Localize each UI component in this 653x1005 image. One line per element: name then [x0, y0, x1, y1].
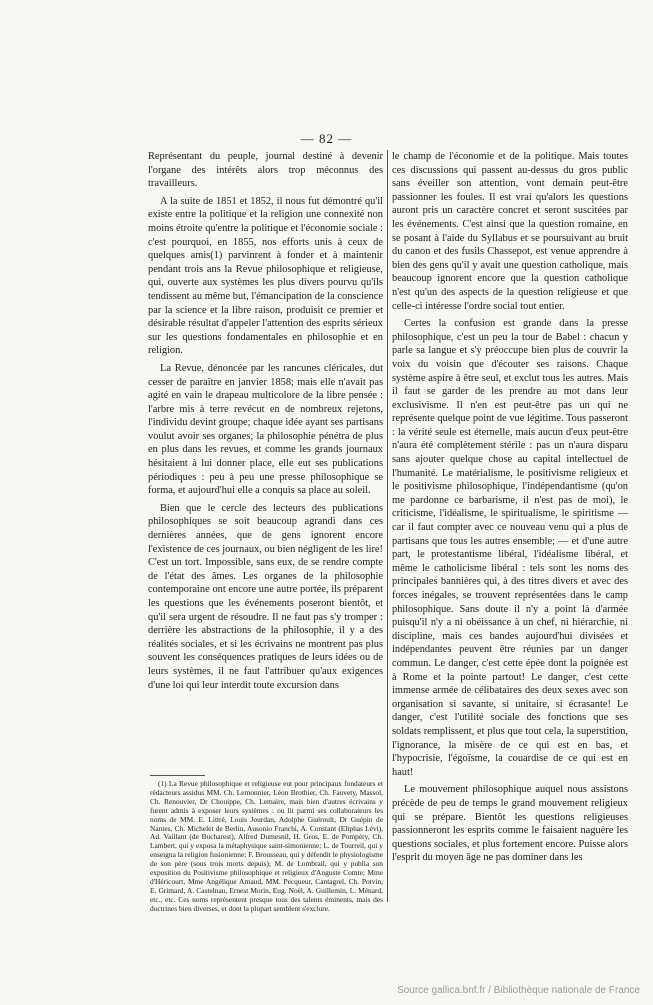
footnote-divider: [150, 775, 205, 776]
footnote-text: (1) La Revue philosophique et religieuse eut pour principaux fondateurs et rédacteurs assidus MM. Ch. Lemonnier, Léon Brothier, Ch. Fauvety, Massol, Ch. Renouvier, Dr Chouippe, Ch. Lemaire, mais bien d'autres écrivains y furent admis à exposer leurs systèmes : ou lit parmi ses collaborateurs les noms de MM. E. Littré, Louis Jourdan, Adolphe Guéroult, Dr Guépin de Nantes, Ch. Michelet de Berlin, Ausonio Franchi, A. Constant (Eliphas Lévi), Ad. Vaillant (de Bucharest), Alfred Dumesnil, H. Gros, E. de Pompéry, Ch. Lambert, qui y exposa la métaphysique saint-simonienne; L. de Tourreil, qui y enseigna la religion fusionienne; F. Brousseau, qui y défendit le physiologisme de son père (sous trois morts depuis); M. de Lombrail, qui y publia son exposition du Positivisme philosophique et religieux d'Auguste Comte; Mme d'Héricourt, Mme Angélique Arnaud, MM. Pecqueur, Cantagrel, Ch. Potvin, E. Grimard, A. Castelnau, Ernest Morin, Eug. Noël, A. Guillemin, L. Ménard, etc., etc. Ces noms représentent presque tous des talents éminents, mais des doctrines bien diverses, et dont la plupart semblent s'exclure.: [150, 779, 383, 913]
source-credit: Source gallica.bnf.fr / Bibliothèque nationale de France: [397, 985, 640, 996]
footnote: [150, 780, 383, 914]
left-column: [148, 150, 383, 692]
paragraph: Représentant du peuple, journal destiné à devenir l'organe des intérêts alors trop méconnus des travailleurs.: [148, 151, 383, 190]
paragraph: A la suite de 1851 et 1852, il nous fut démontré qu'il existe entre la politique et la religion une connexité non moins étroite qu'entre la politique et l'économie sociale : c'est pourquoi, en 1855, nos efforts unis à ceux de quelques amis(1) parvinrent à fonder et à maintenir pendant trois ans la Revue philosophique et religieuse, qui, ouverte aux systèmes les plus divers pourvu qu'ils tendissent au même but, l'émancipation de la conscience par la science et la libre raison, produisit ce premier et désirable résultat d'appeler l'attention des esprits sérieux sur les questions fondamentales en philosophie et en religion.: [148, 195, 383, 357]
right-column: [392, 150, 628, 865]
paragraph: Certes la confusion est grande dans la presse philosophique, c'est un peu la tour de Babel : chacun y parle sa langue et s'y préoccupe bien plus de couvrir la voix du voisin que d'écouter ses raisons. Chaque système aspire à être seul, et exclut tous les autres. Mais il faut se garder de les prendre au mot dans leur exclusivisme. Il n'en est peut-être pas un qui ne représente quelque point de vue légitime. Tous passeront : la vérité seule est éternelle, mais aucun d'eux peut-être n'aura été complètement stérile : pas un n'aura disparu sans ajouter quelque chose au capital intellectuel de l'humanité. Le matérialisme, le positivisme religieux et le positivisme philosophique, l'indépendantisme (qu'on me pardonne ce barbarisme, il n'est pas de moi), le criticisme, l'idéalisme, le spiritualisme, le spiritisme — car il faut compter avec ce nouveau venu qui a plus de partisans que tous les autres ensemble; — et d'une autre part, le protestantisme libéral, l'idéalisme libéral, et même le catholicisme libéral : tels sont les noms des principales bannières qui, à des titres divers et avec des forces inégales, se trouvent représentées dans le camp philosophique. Sans doute il n'y a point là d'armée puisqu'il n'y a ni obéissance à un chef, ni hiérarchie, ni discipline, mais ces bandes aujourd'hui divisées et indépendantes peuvent être réunies par un danger commun. Le danger, c'est cette épée dont la poignée est à Rome et la pointe partout! Le danger, c'est cette immense armée de célibataires des deux sexes avec son organisation si savante, si unitaire, si écrasante! Le danger, c'est l'utilité sociale des fonctions que ses soldats remplissent, et plus que tout cela, la superstition, l'ignorance, la misère de ce qui est en bas, et l'hypocrisie, l'égoïsme, la couardise de ce qui est en haut!: [392, 318, 628, 778]
page-number: — 82 —: [300, 131, 353, 146]
paragraph: Le mouvement philosophique auquel nous assistons précède de peu de temps le grand mouvement religieux qui se prépare. Bientôt les questions religieuses passionneront les esprits comme le faisaient naguère les questions sociales, et plus fortement encore. Puisse alors l'esprit du moyen âge ne pas dominer dans les: [392, 784, 628, 864]
paragraph: La Revue, dénoncée par les rancunes cléricales, dut cesser de paraître en janvier 1858; mais elle n'avait pas agité en vain le drapeau multicolore de la libre pensée : l'arbre mis à terre revécut en de nombreux rejetons, l'individu devint groupe; chaque idée ayant ses partisans voulut avoir ses organes; la philosophie pénétra de plus en plus dans les revues, et comme les grands journaux hésitaient à lui donner place, elle eut ses publications périodiques : peu à peu une presse philosophique se forma, et aujourd'hui elle a conquis sa place au soleil.: [148, 362, 383, 497]
column-divider: [387, 150, 388, 902]
paragraph: le champ de l'économie et de la politique. Mais toutes ces discussions qui passent au-dessus du gros public sans éveiller son attention, vont demain peut-être passionner les foules. Il est vrai qu'alors les questions auront pris un caractère concret et seront suscitées par les événements. C'est ainsi que la question romaine, en se posant à l'aide du Syllabus et se poursuivant au bruit du canon et des fusils Chassepot, est venue apprendre à bien des gens qu'il y avait une question catholique, mais beaucoup ignorent encore que la question catholique n'est qu'un des aspects de la question religieuse et que celle-ci intéresse l'ordre social tout entier.: [392, 151, 628, 312]
paragraph: Bien que le cercle des lecteurs des publications philosophiques se soit beaucoup agrandi dans ces dernières années, que de gens ignorent encore l'existence de ces journaux, ou bien négligent de les lire! C'est un tort. Impossible, sans eux, de se rendre compte de l'état des âmes. Les organes de la philosophie contemporaine ont encore une autre portée, ils préparent les questions que les événements poseront bientôt, et qu'il sera urgent de résoudre. Il ne faut pas s'y tromper : derrière les abstractions de la philosophie, il y a des réalités sociales, et si les écrivains ne montrent pas plus souvent les conséquences pratiques de leurs idées ou de leurs systèmes, il ne faut l'attribuer qu'aux exigences d'une loi qui leur interdit toute excursion dans: [148, 502, 384, 691]
